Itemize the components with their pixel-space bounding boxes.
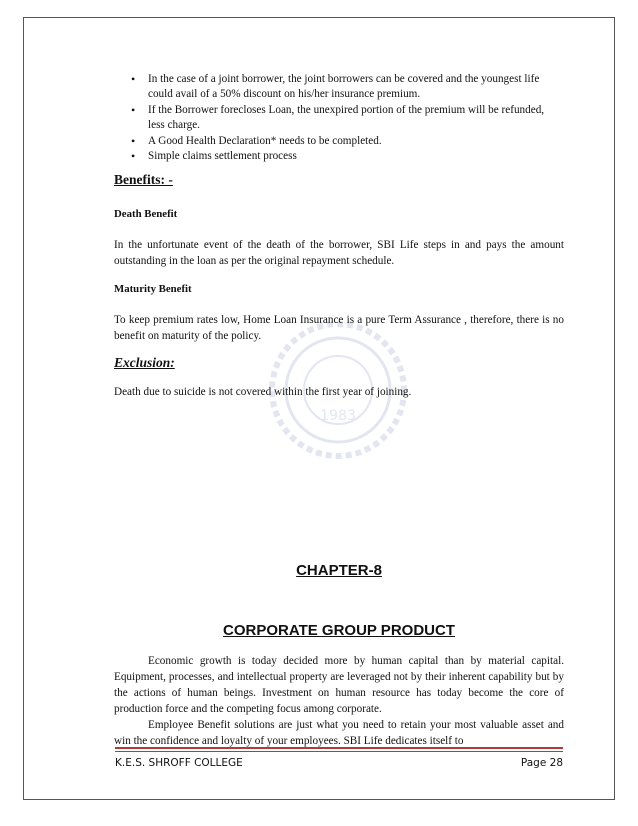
maturity-benefit-text: To keep premium rates low, Home Loan Insurance is a pure Term Assurance , therefore, there is no benefit on maturity of the policy. (114, 314, 564, 342)
list-item: • In the case of a joint borrower, the joint borrowers can be covered and the youngest life could avail of a 50% discount on his/her insurance premium. (148, 72, 548, 103)
death-benefit-title: Death Benefit (114, 208, 178, 220)
maturity-benefit-title: Maturity Benefit (114, 283, 192, 295)
list-item: • Simple claims settlement process (148, 149, 548, 164)
feature-bullet-list (148, 72, 548, 164)
list-item: • If the Borrower forecloses Loan, the unexpired portion of the premium will be refunded, less charge. (148, 103, 548, 134)
benefits-heading: Benefits: - (114, 172, 173, 187)
chapter-title: CORPORATE GROUP PRODUCT (223, 622, 455, 639)
chapter-paragraph-2: Employee Benefit solutions are just what you need to retain your most valuable asset and win the confidence and loyalty of your employees. SBI Life dedicates itself to (114, 719, 564, 747)
footer-rule (115, 751, 563, 752)
chapter-number: CHAPTER-8 (296, 562, 382, 579)
exclusion-text: Death due to suicide is not covered within the first year of joining. (114, 386, 412, 398)
svg-text:1983: 1983 (320, 408, 356, 424)
footer-page-number: Page 28 (520, 757, 563, 769)
list-item: • A Good Health Declaration* needs to be completed. (148, 134, 548, 149)
exclusion-heading: Exclusion: (114, 355, 175, 370)
death-benefit-text: In the unfortunate event of the death of the borrower, SBI Life steps in and pays the amount outstanding in the loan as per the original repayment schedule. (114, 239, 564, 267)
footer-rule (115, 747, 563, 749)
footer-college-name: K.E.S. SHROFF COLLEGE (115, 757, 243, 769)
chapter-paragraph-1: Economic growth is today decided more by human capital than by material capital. Equipment, processes, and intellectual property are leveraged not by their inherent capability but by the actions of human beings. Investment on human resource has today become the core of production force and the competing focus among corporate. (114, 655, 564, 715)
